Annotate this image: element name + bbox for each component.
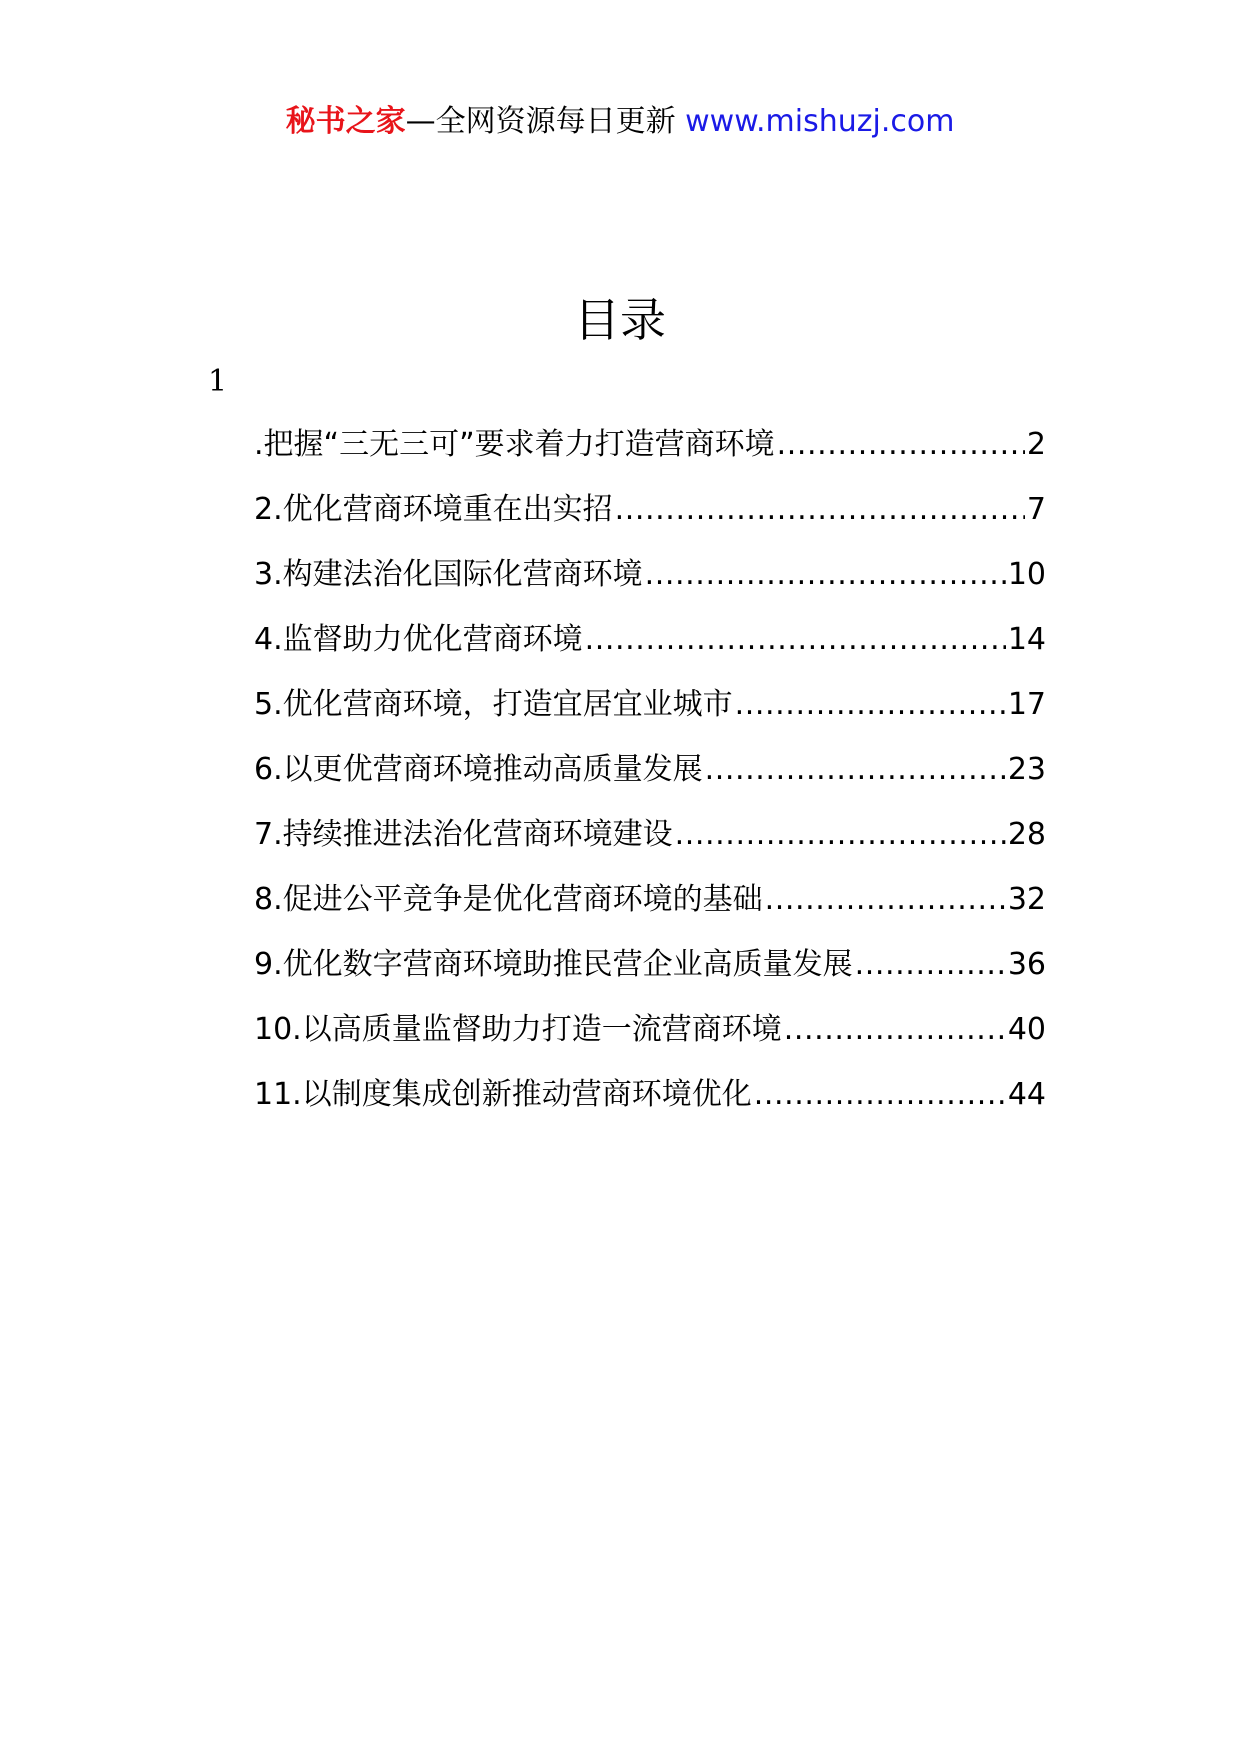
toc-dot-leader [784, 1010, 1006, 1050]
toc-list [254, 425, 1046, 1140]
toc-entry-page: 14 [1007, 622, 1046, 657]
toc-dot-leader [855, 945, 1006, 985]
toc-entry[interactable] [254, 620, 1046, 685]
toc-entry-title: 10.以高质量监督助力打造一流营商环境 [254, 1012, 782, 1047]
toc-entry-title: 5.优化营商环境，打造宜居宜业城市 [254, 687, 733, 722]
toc-entry-title: 2.优化营商环境重在出实招 [254, 492, 613, 527]
toc-entry-title: 6.以更优营商环境推动高质量发展 [254, 752, 703, 787]
site-url-link[interactable]: www.mishuzj.com [685, 104, 955, 139]
toc-title: 目录 [574, 293, 666, 347]
toc-entry[interactable] [254, 750, 1046, 815]
toc-dot-leader [765, 880, 1006, 920]
toc-dot-leader [754, 1075, 1006, 1115]
toc-entry-page: 2 [1026, 427, 1046, 462]
toc-entry-title: 7.持续推进法治化营商环境建设 [254, 817, 673, 852]
toc-entry-page: 44 [1007, 1077, 1046, 1112]
toc-entry[interactable] [254, 815, 1046, 880]
toc-entry-page: 40 [1007, 1012, 1046, 1047]
stray-number: 1 [208, 364, 228, 399]
toc-dot-leader [645, 555, 1006, 595]
toc-entry[interactable] [254, 1010, 1046, 1075]
toc-entry-title: 11.以制度集成创新推动营商环境优化 [254, 1077, 752, 1112]
toc-entry-page: 23 [1007, 752, 1046, 787]
toc-entry[interactable] [254, 555, 1046, 620]
toc-dot-leader [705, 750, 1006, 790]
toc-entry[interactable] [254, 685, 1046, 750]
toc-entry[interactable] [254, 490, 1046, 555]
toc-entry-page: 28 [1007, 817, 1046, 852]
header-tagline: —全网资源每日更新 [405, 104, 686, 139]
toc-dot-leader [675, 815, 1006, 855]
toc-entry-title: 4.监督助力优化营商环境 [254, 622, 583, 657]
brand-name: 秘书之家 [285, 104, 406, 139]
toc-dot-leader [777, 425, 1025, 465]
toc-entry-title: 9.优化数字营商环境助推民营企业高质量发展 [254, 947, 853, 982]
toc-dot-leader [585, 620, 1006, 660]
toc-entry-page: 36 [1007, 947, 1046, 982]
toc-dot-leader [615, 490, 1025, 530]
page-header [0, 100, 1240, 144]
toc-entry-title: .把握“三无三可”要求着力打造营商环境 [254, 427, 775, 462]
toc-entry[interactable] [254, 945, 1046, 1010]
toc-entry-page: 7 [1026, 492, 1046, 527]
toc-entry-page: 17 [1007, 687, 1046, 722]
toc-entry-page: 10 [1007, 557, 1046, 592]
toc-entry[interactable] [254, 880, 1046, 945]
toc-entry[interactable] [254, 425, 1046, 490]
toc-entry-page: 32 [1007, 882, 1046, 917]
toc-dot-leader [735, 685, 1006, 725]
toc-entry[interactable] [254, 1075, 1046, 1140]
toc-entry-title: 8.促进公平竞争是优化营商环境的基础 [254, 882, 763, 917]
toc-entry-title: 3.构建法治化国际化营商环境 [254, 557, 643, 592]
